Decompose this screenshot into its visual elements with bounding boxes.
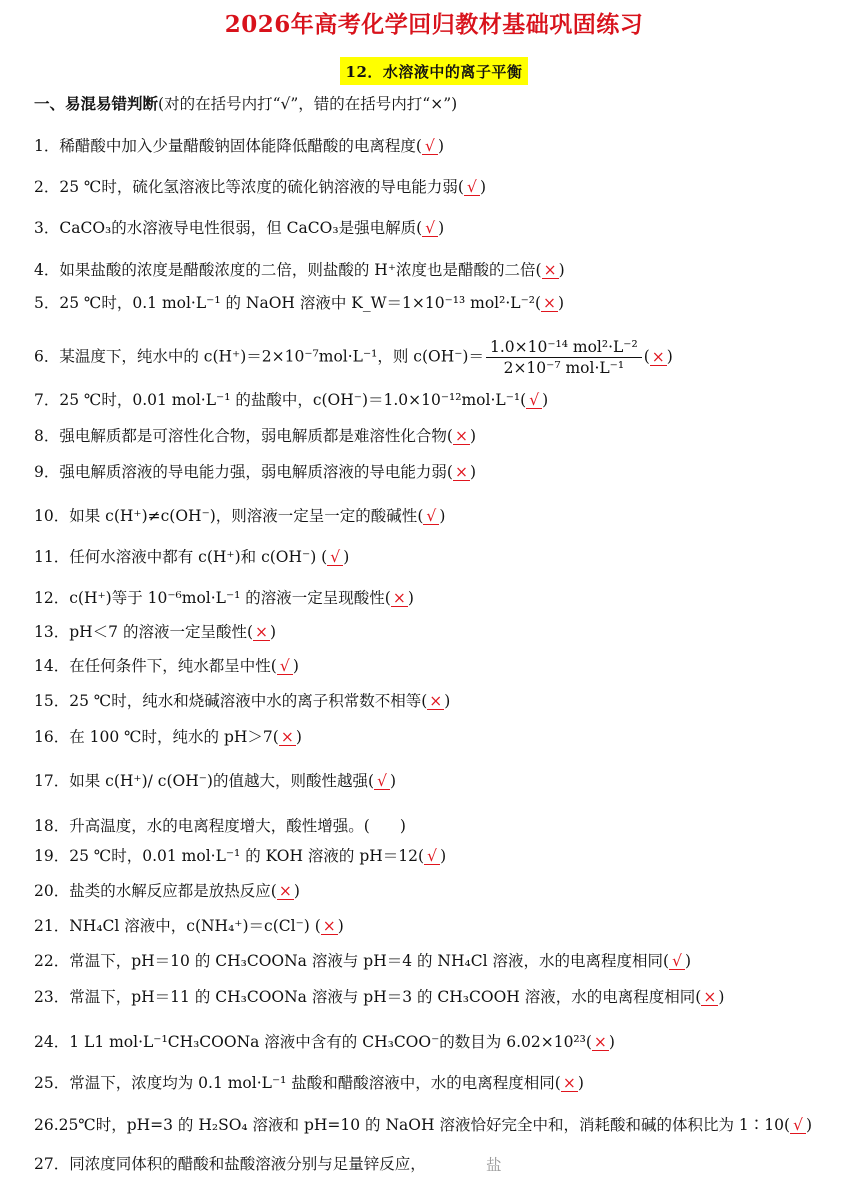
answer-paren-close: ): [437, 137, 445, 155]
question-item: [34, 259, 565, 281]
answer-paren-open: (: [554, 1074, 561, 1092]
answer-mark: ×: [255, 623, 269, 641]
answer-paren-close: ): [390, 772, 397, 790]
answer-paren-close: ): [469, 463, 477, 481]
question-number: 3．: [34, 219, 60, 237]
watermark-text: 盐: [486, 1156, 503, 1174]
chapter-subtitle: 12．水溶液中的离子平衡: [340, 57, 529, 85]
question-text: 稀醋酸中加入少量醋酸钠固体能降低醋酸的电离程度: [59, 137, 416, 155]
answer-paren-open: (: [535, 261, 542, 279]
question-item: [34, 986, 724, 1008]
answer-paren-close: ): [685, 952, 692, 970]
question-text: 强电解质都是可溶性化合物，弱电解质都是难溶性化合物: [59, 427, 447, 445]
answer-paren-open: (: [446, 463, 453, 481]
answer-paren-close: ): [270, 623, 277, 641]
question-item: [34, 217, 444, 239]
question-number: 16．: [34, 728, 70, 746]
answer-mark: ×: [278, 882, 292, 900]
question-number: 15．: [34, 692, 70, 710]
answer-paren-open: (: [272, 728, 279, 746]
answer-paren-close: ): [337, 917, 344, 935]
question-item: [34, 815, 406, 837]
answer-mark: √: [424, 848, 440, 865]
question-text: 任何水溶液中都有 c(H⁺)和 c(OH⁻): [69, 548, 322, 566]
question-number: 26.: [34, 1116, 59, 1134]
question-text: 1 L1 mol·L⁻¹CH₃COONa 溶液中含有的 CH₃COO⁻的数目为 6.02×10²³: [69, 1033, 586, 1051]
question-item: [34, 505, 445, 527]
answer-mark: ×: [703, 988, 717, 1006]
answer-mark: ×: [392, 589, 406, 607]
answer-mark: √: [422, 138, 438, 155]
answer-paren-open: (: [321, 548, 328, 566]
answer-paren-open: (: [270, 882, 277, 900]
answer-paren-open: (: [643, 347, 650, 366]
answer-paren-close: ): [479, 178, 486, 196]
answer-paren-open: (: [662, 952, 670, 970]
question-text: 盐类的水解反应都是放热反应: [69, 882, 271, 900]
answer-paren-open: (: [783, 1116, 791, 1134]
answer-paren-close: ): [440, 847, 447, 865]
answer-mark: √: [790, 1117, 806, 1134]
question-item: [34, 655, 299, 677]
question-text: 在 100 ℃时，纯水的 pH＞7: [69, 728, 273, 746]
question-number: 22．: [34, 952, 70, 970]
question-number: 14．: [34, 657, 70, 675]
answer-paren-close: ): [399, 817, 406, 835]
question-item: [34, 461, 476, 483]
question-item: [34, 621, 276, 643]
answer-mark: ×: [651, 347, 665, 366]
question-text: 25 ℃时，0.1 mol·L⁻¹ 的 NaOH 溶液中 K_W＝1×10⁻¹³ mol²·L⁻²: [59, 294, 535, 312]
question-item: [34, 587, 414, 609]
answer-paren-close: ): [295, 728, 302, 746]
question-text: c(H⁺)等于 10⁻⁶mol·L⁻¹ 的溶液一定呈现酸性: [69, 589, 385, 607]
question-number: 8．: [34, 427, 60, 445]
answer-mark: √: [327, 549, 343, 566]
question-item: [34, 880, 300, 902]
answer-paren-close: ): [293, 882, 300, 900]
answer-mark: √: [464, 179, 480, 196]
answer-paren-close: ): [577, 1074, 584, 1092]
question-text: 常温下，pH＝11 的 CH₃COONa 溶液与 pH＝3 的 CH₃COOH 溶液，水的电离程度相同: [69, 988, 696, 1006]
answer-paren-close: ): [806, 1116, 813, 1134]
question-item: [34, 292, 564, 314]
answer-paren-close: ): [469, 427, 477, 445]
question-number: 12．: [34, 589, 70, 607]
answer-mark: ×: [454, 463, 468, 481]
answer-mark: ×: [543, 261, 557, 279]
answer-mark: ×: [543, 294, 557, 312]
question-item: [34, 950, 691, 972]
question-number: 27．: [34, 1155, 70, 1173]
section-instruction: (对的在括号内打“√”，错的在括号内打“×”): [158, 95, 458, 113]
question-item: [34, 915, 344, 937]
answer-paren-open: (: [270, 657, 277, 675]
question-text: 如果 c(H⁺)/ c(OH⁻)的值越大，则酸性越强: [69, 772, 368, 790]
answer-paren-open: (: [417, 507, 424, 525]
question-number: 4．: [34, 261, 60, 279]
answer-paren-close: ): [407, 589, 414, 607]
question-text: CaCO₃的水溶液导电性很弱，但 CaCO₃是强电解质: [59, 219, 417, 237]
answer-paren-open: (: [418, 847, 425, 865]
question-number: 11．: [34, 548, 70, 566]
answer-paren-close: ): [444, 692, 451, 710]
answer-paren-open: (: [520, 391, 527, 409]
answer-paren-close: ): [439, 507, 446, 525]
answer-paren-open: (: [695, 988, 702, 1006]
question-item: [34, 770, 396, 792]
answer-mark: √: [526, 392, 542, 409]
question-item: [34, 135, 444, 157]
question-item: [34, 1114, 812, 1136]
answer-mark: √: [277, 658, 293, 675]
answer-mark: ×: [322, 917, 336, 935]
question-number: 19．: [34, 847, 70, 865]
question-number: 10．: [34, 507, 70, 525]
answer-mark: ×: [562, 1074, 576, 1092]
answer-mark: √: [422, 220, 438, 237]
question-number: 18．: [34, 817, 70, 835]
question-number: 21．: [34, 917, 70, 935]
answer-paren-close: ): [666, 347, 673, 366]
question-number: 1．: [34, 137, 60, 155]
question-item: [34, 690, 450, 712]
question-text: 25 ℃时，硫化氢溶液比等浓度的硫化钠溶液的导电能力弱: [59, 178, 458, 196]
fraction-numerator: 1.0×10⁻¹⁴ mol²·L⁻²: [486, 337, 642, 358]
question-item: [34, 1031, 615, 1053]
answer-paren-open: (: [384, 589, 391, 607]
answer-paren-open: (: [314, 917, 321, 935]
question-text: 25 ℃时，0.01 mol·L⁻¹ 的盐酸中，c(OH⁻)＝1.0×10⁻¹²mol·L⁻¹: [59, 391, 521, 409]
question-number: 9．: [34, 463, 60, 481]
question-text: 25 ℃时，纯水和烧碱溶液中水的离子积常数不相等: [69, 692, 422, 710]
question-text: 常温下，pH＝10 的 CH₃COONa 溶液与 pH＝4 的 NH₄Cl 溶液，水的电离程度相同: [69, 952, 663, 970]
answer-paren-open: (: [367, 772, 375, 790]
answer-mark: ×: [429, 692, 443, 710]
question-item: [34, 845, 446, 867]
question-text: 常温下，浓度均为 0.1 mol·L⁻¹ 盐酸和醋酸溶液中，水的电离程度相同: [69, 1074, 555, 1092]
question-text: 如果 c(H⁺)≠c(OH⁻)，则溶液一定呈一定的酸碱性: [69, 507, 418, 525]
question-text: 升高温度，水的电离程度增大，酸性增强。: [69, 817, 364, 835]
answer-paren-close: ): [558, 294, 565, 312]
question-number: 20．: [34, 882, 70, 900]
question-text: pH＜7 的溶液一定呈酸性: [69, 623, 247, 641]
section-heading: [34, 92, 457, 114]
question-text: 25℃时，pH=3 的 H₂SO₄ 溶液和 pH=10 的 NaOH 溶液恰好完全中和，消耗酸和碱的体积比为 1∶10: [58, 1116, 784, 1134]
answer-paren-open: (: [416, 219, 423, 237]
answer-mark: ×: [593, 1033, 607, 1051]
question-item: [34, 1072, 584, 1094]
answer-paren-close: ): [608, 1033, 615, 1051]
answer-paren-close: ): [718, 988, 725, 1006]
question-number: 24．: [34, 1033, 70, 1051]
answer-mark: ×: [280, 728, 294, 746]
answer-paren-close: ): [542, 391, 549, 409]
question-text: 25 ℃时，0.01 mol·L⁻¹ 的 KOH 溶液的 pH＝12: [69, 847, 419, 865]
question-text: 同浓度同体积的醋酸和盐酸溶液分别与足量锌反应，: [69, 1155, 426, 1173]
answer-paren-close: ): [292, 657, 299, 675]
question-item: [34, 546, 349, 568]
fraction: [486, 337, 642, 378]
answer-mark: √: [374, 773, 390, 790]
section-title: 一、易混易错判断: [34, 94, 159, 113]
answer-paren-open: (: [457, 178, 464, 196]
page-title: 2026年高考化学回归教材基础巩固练习: [224, 11, 644, 38]
question-item: [34, 389, 548, 411]
question-text: 强电解质溶液的导电能力强，弱电解质溶液的导电能力弱: [59, 463, 447, 481]
fraction-denominator: 2×10⁻⁷ mol·L⁻¹: [503, 359, 625, 377]
question-number: 17．: [34, 772, 70, 790]
question-item: [34, 176, 486, 198]
question-number: 25．: [34, 1074, 70, 1092]
question-item: [34, 726, 302, 748]
question-item: [34, 425, 476, 447]
answer-paren-open: (: [446, 427, 453, 445]
answer-paren-close: ): [438, 219, 445, 237]
answer-paren-open: (: [415, 137, 422, 155]
answer-paren-close: ): [558, 261, 565, 279]
question-text: NH₄Cl 溶液中，c(NH₄⁺)＝c(Cl⁻): [69, 917, 315, 935]
answer-mark: √: [423, 508, 439, 525]
question-text: 在任何条件下，纯水都呈中性: [69, 657, 271, 675]
question-number: 13．: [34, 623, 70, 641]
answer-paren-open: (: [585, 1033, 592, 1051]
question-item: [34, 337, 673, 378]
question-number: 23．: [34, 988, 70, 1006]
answer-paren-open: (: [246, 623, 254, 641]
answer-paren-open: (: [363, 817, 370, 835]
answer-paren-open: (: [534, 294, 542, 312]
question-item: [34, 1153, 426, 1175]
question-text: 某温度下，纯水中的 c(H⁺)＝2×10⁻⁷mol·L⁻¹，则 c(OH⁻)＝: [59, 347, 484, 366]
answer-mark: ×: [454, 427, 468, 445]
answer-paren-close: ): [343, 548, 350, 566]
answer-paren-open: (: [421, 692, 428, 710]
question-number: 6．: [34, 347, 60, 366]
answer-mark: √: [669, 953, 685, 970]
question-text: 如果盐酸的浓度是醋酸浓度的二倍，则盐酸的 H⁺浓度也是醋酸的二倍: [59, 261, 536, 279]
question-number: 2．: [34, 178, 60, 196]
question-number: 5．: [34, 294, 60, 312]
question-number: 7．: [34, 391, 60, 409]
